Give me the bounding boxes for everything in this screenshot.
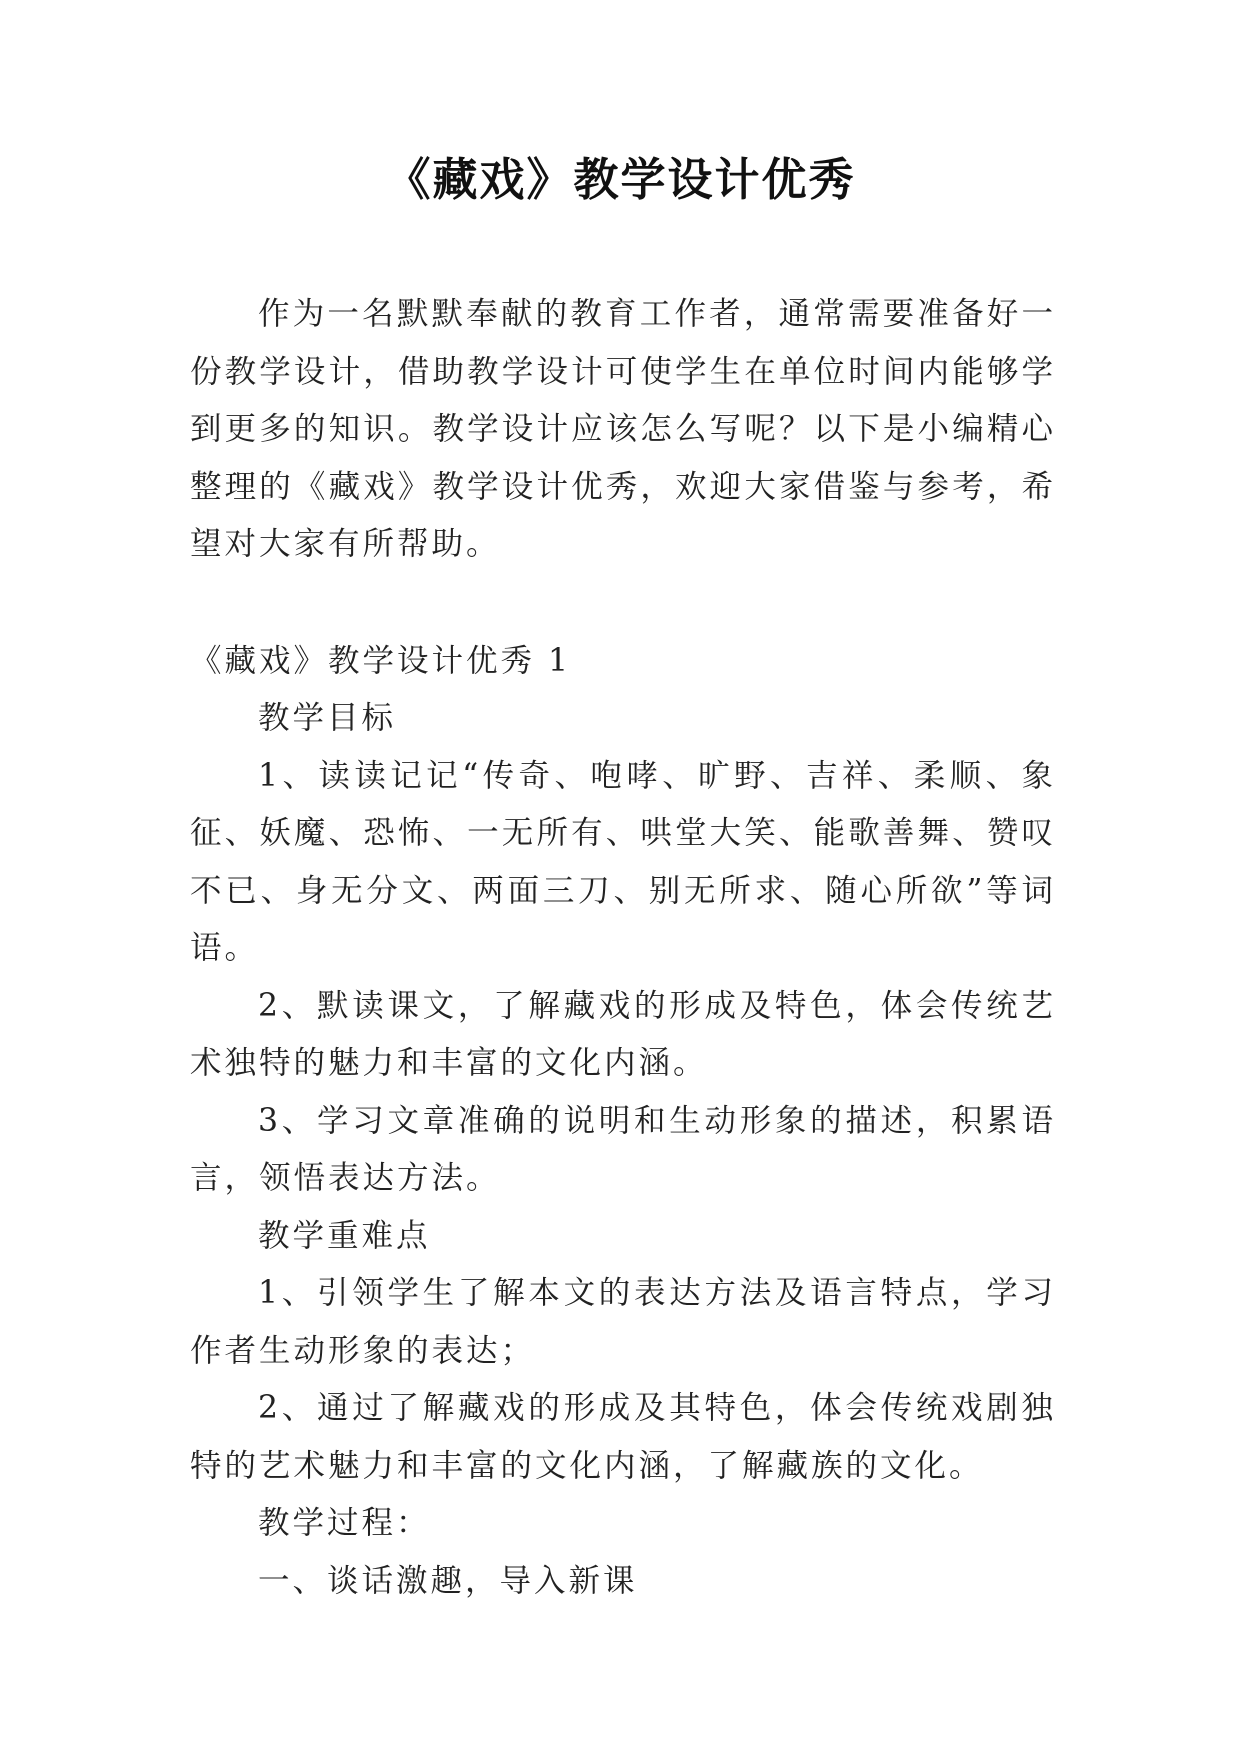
section-title: 《藏戏》教学设计优秀 1 <box>190 642 572 679</box>
intro-paragraph: 作为一名默默奉献的教育工作者，通常需要准备好一份教学设计，借助教学设计可使学生在单位时间内能够学到更多的知识。教学设计应该怎么写呢？以下是小编精心整理的《藏戏》教学设计优秀，欢迎大家借鉴与参考，希望对大家有所帮助。 <box>190 296 1056 562</box>
difficulty-item-1: 1、引领学生了解本文的表达方法及语言特点，学习作者生动形象的表达； <box>190 1275 1056 1369</box>
process-step-1: 一、谈话激趣，导入新课 <box>258 1562 638 1599</box>
goal-item-3: 3、学习文章准确的说明和生动形象的描述，积累语言，领悟表达方法。 <box>190 1102 1056 1196</box>
heading-key-difficulties: 教学重难点 <box>258 1217 431 1254</box>
heading-teaching-process: 教学过程： <box>258 1505 431 1541</box>
document-body <box>190 286 1056 1610</box>
heading-teaching-goals: 教学目标 <box>258 700 397 736</box>
goal-item-1: 1、读读记记“传奇、咆哮、旷野、吉祥、柔顺、象征、妖魔、恐怖、一无所有、哄堂大笑、能歌善舞、赞叹不已、身无分文、两面三刀、别无所求、随心所欲”等词语。 <box>190 757 1056 966</box>
document-title: 《藏戏》教学设计优秀 <box>385 153 856 206</box>
goal-item-2: 2、默读课文，了解藏戏的形成及特色，体会传统艺术独特的魅力和丰富的文化内涵。 <box>190 987 1056 1081</box>
difficulty-item-2: 2、通过了解藏戏的形成及其特色，体会传统戏剧独特的艺术魅力和丰富的文化内涵，了解藏族的文化。 <box>190 1390 1056 1484</box>
